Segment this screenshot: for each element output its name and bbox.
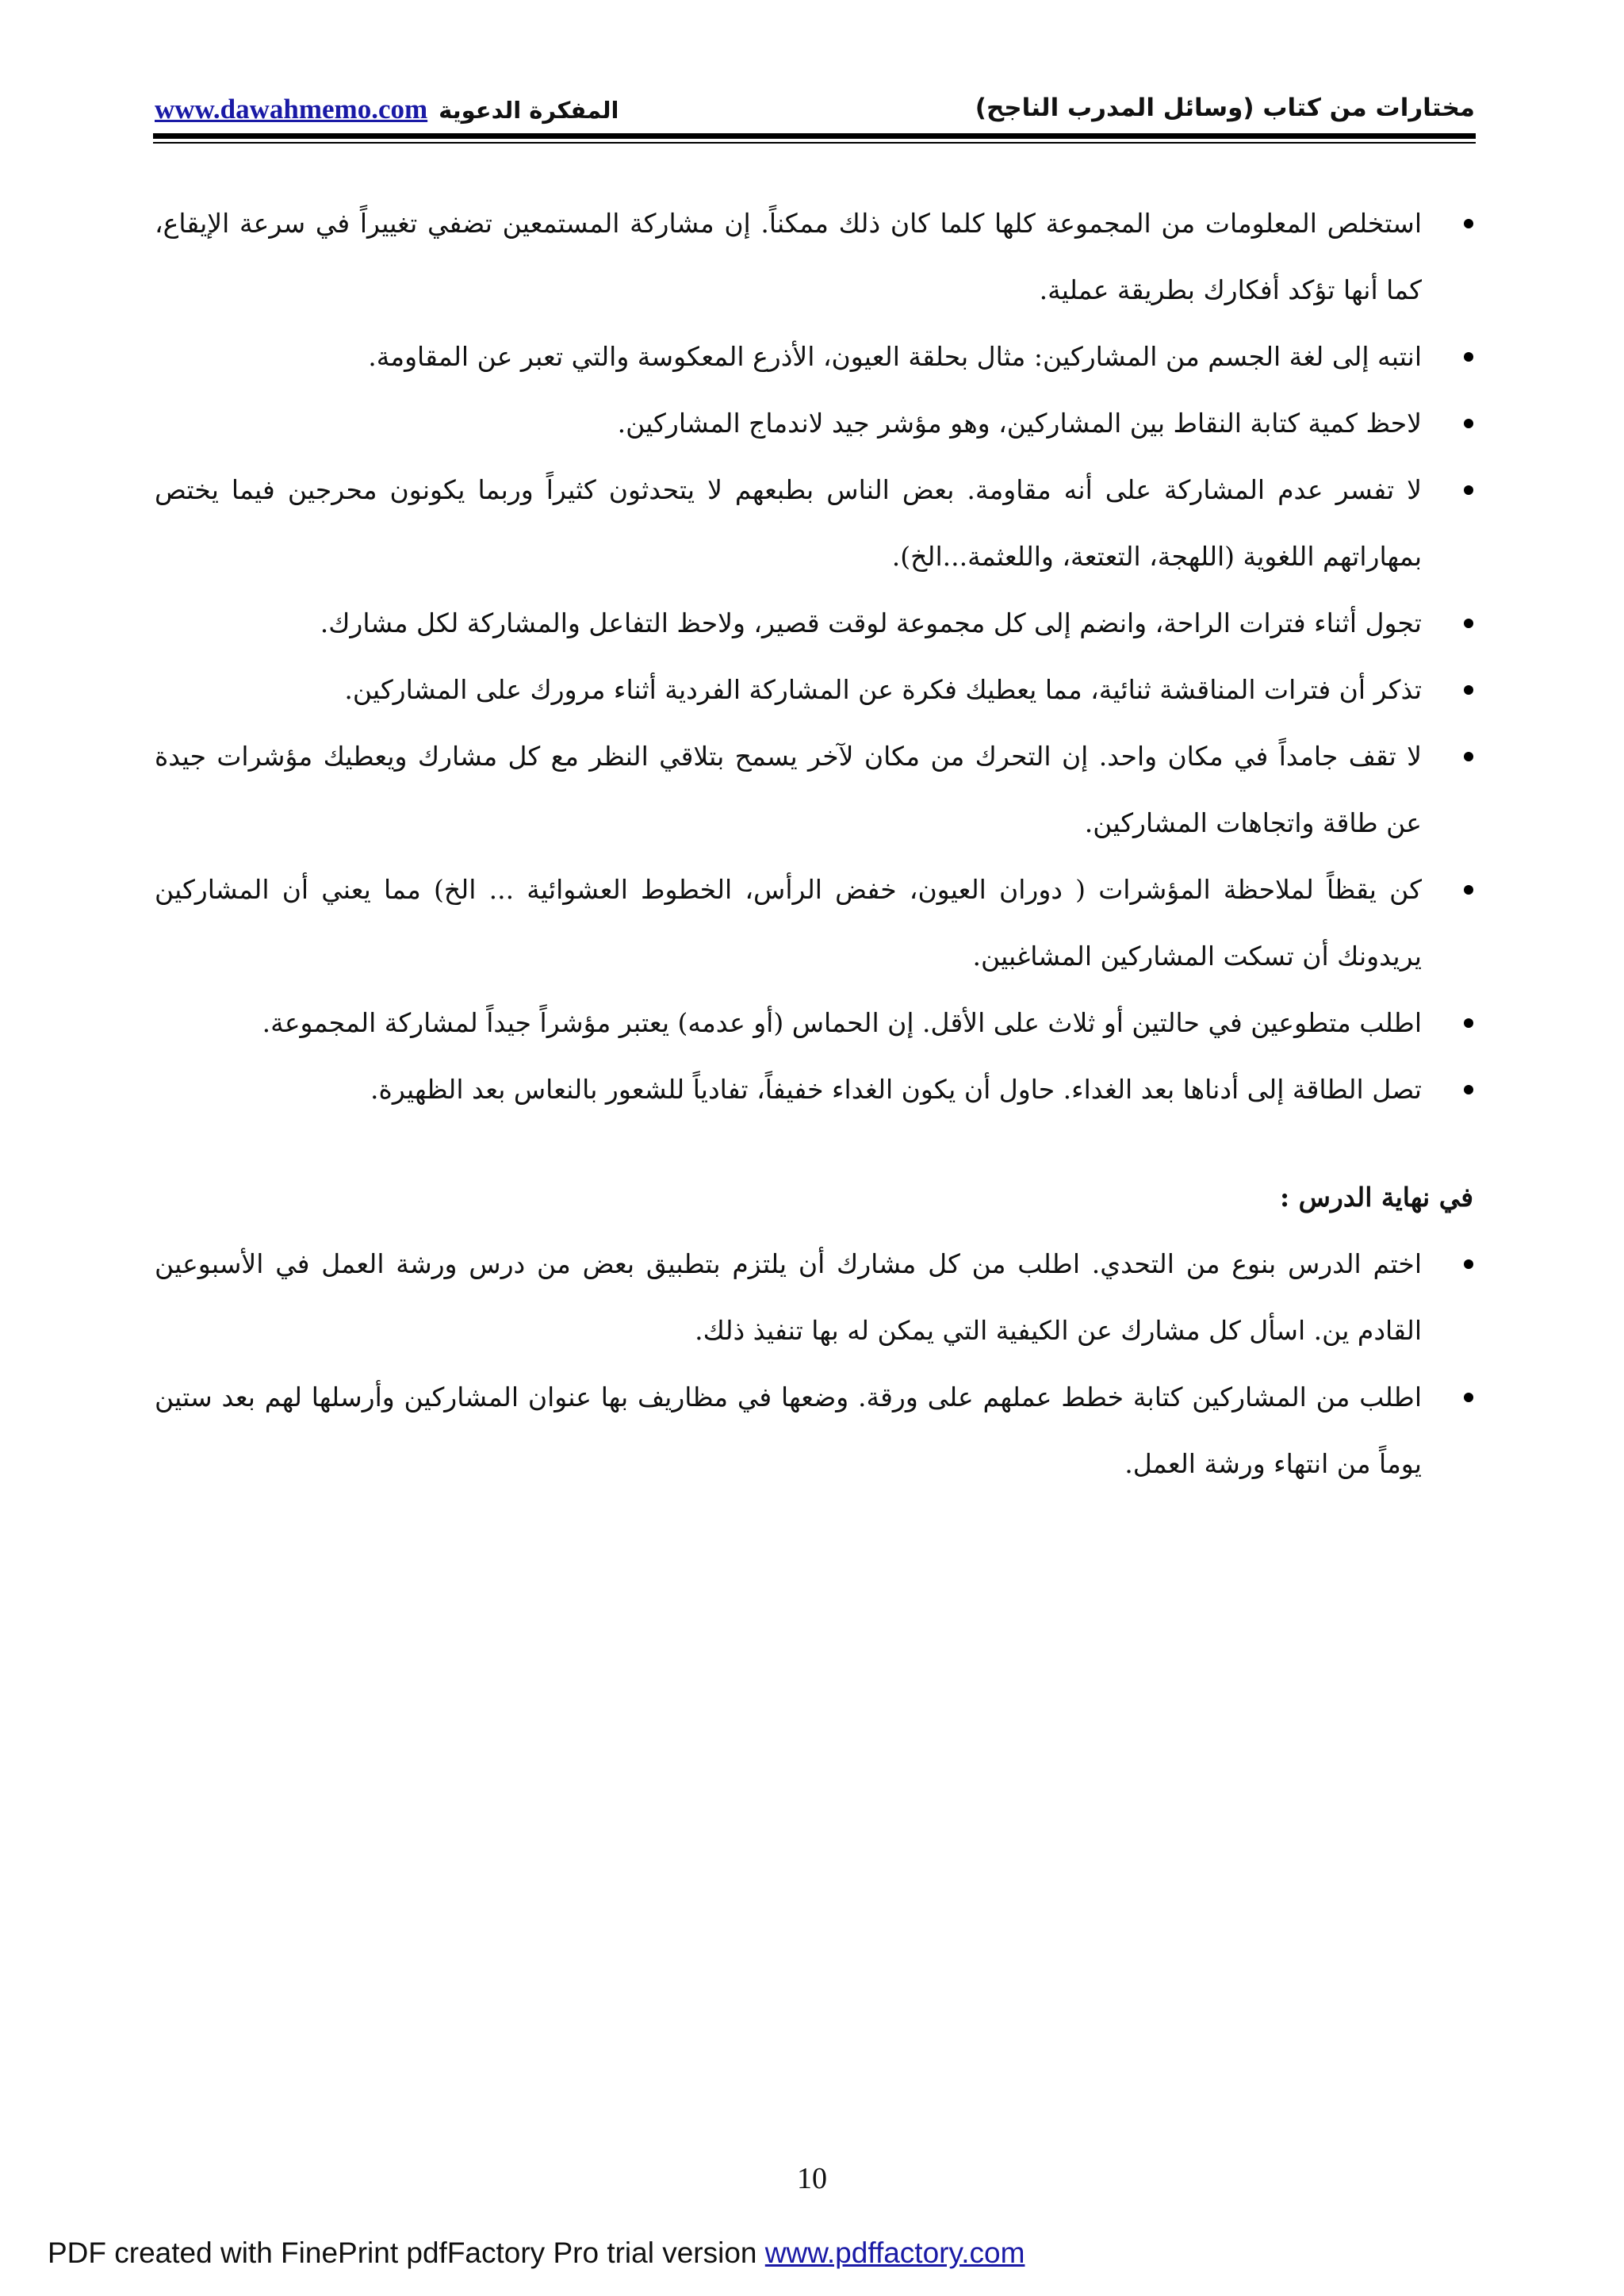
list-item xyxy=(155,590,1473,657)
list-item xyxy=(155,324,1473,390)
bullet-dot-icon xyxy=(1464,352,1473,362)
bullet-dot-icon xyxy=(1464,1085,1473,1094)
list-item xyxy=(155,1056,1473,1123)
list-item-text: لاحظ كمية كتابة النقاط بين المشاركين، وهو مؤشر جيد لاندماج المشاركين. xyxy=(617,408,1422,439)
list-item-text: لا تقف جامداً في مكان واحد. إن التحرك من مكان لآخر يسمح بتلاقي النظر مع كل مشارك ويعطيك مؤشرات جيدة عن طاقة واتجاهات المشاركين. xyxy=(155,741,1422,838)
list-item xyxy=(155,190,1473,324)
bullet-dot-icon xyxy=(1464,219,1473,228)
header-rule-thick xyxy=(153,133,1476,139)
list-item-text: كن يقظاً لملاحظة المؤشرات ( دوران العيون، خفض الرأس، الخطوط العشوائية ... الخ) مما يعني أن المشاركين يريدونك أن تسكت المشاركين المشاغبين. xyxy=(155,874,1422,972)
list-item xyxy=(155,1364,1473,1497)
page-header xyxy=(155,94,1475,130)
list-item-text: اطلب متطوعين في حالتين أو ثلاث على الأقل. إن الحماس (أو عدمه) يعتبر مؤشراً جيداً لمشاركة المجموعة. xyxy=(262,1007,1422,1038)
site-link[interactable]: www.dawahmemo.com xyxy=(155,94,428,125)
list-item xyxy=(155,723,1473,857)
list-item xyxy=(155,857,1473,990)
list-item-text: استخلص المعلومات من المجموعة كلها كلما كان ذلك ممكناً. إن مشاركة المستمعين تضفي تغييراً في سرعة الإيقاع، كما أنها تؤكد أفكارك بطريقة عملية. xyxy=(155,208,1422,305)
list-item-text: تذكر أن فترات المناقشة ثنائية، مما يعطيك فكرة عن المشاركة الفردية أثناء مرورك على المشاركين. xyxy=(344,674,1422,705)
pdf-footer-link[interactable]: www.pdffactory.com xyxy=(764,2237,1025,2269)
pdf-footer xyxy=(48,2237,1025,2270)
section-heading: في نهاية الدرس : xyxy=(1279,1182,1473,1213)
list-item-text: تجول أثناء فترات الراحة، وانضم إلى كل مجموعة لوقت قصير، ولاحظ التفاعل والمشاركة لكل مشارك. xyxy=(320,608,1422,638)
bullet-dot-icon xyxy=(1464,885,1473,895)
bullet-dot-icon xyxy=(1464,485,1473,495)
bullet-dot-icon xyxy=(1464,1259,1473,1269)
bullet-dot-icon xyxy=(1464,1018,1473,1028)
list-item-text: لا تفسر عدم المشاركة على أنه مقاومة. بعض الناس بطبعهم لا يتحدثون كثيراً وربما يكونون محرجين فيما يختص بمهاراتهم اللغوية (اللهجة، التعتعة، واللعثمة...الخ). xyxy=(155,474,1423,572)
list-item-text: اطلب من المشاركين كتابة خطط عملهم على ورقة. وضعها في مظاريف بها عنوان المشاركين وأرسلها لهم بعد ستين يوماً من انتهاء ورشة العمل. xyxy=(155,1382,1422,1479)
bullet-dot-icon xyxy=(1464,685,1473,695)
book-title: مختارات من كتاب (وسائل المدرب الناجح) xyxy=(975,94,1475,122)
list-item-text: تصل الطاقة إلى أدناها بعد الغداء. حاول أن يكون الغداء خفيفاً، تفادياً للشعور بالنعاس بعد الظهيرة. xyxy=(370,1074,1422,1105)
bullet-dot-icon xyxy=(1464,752,1473,761)
main-bullet-list xyxy=(155,190,1473,1123)
bullet-dot-icon xyxy=(1464,1393,1473,1402)
header-rule-thin xyxy=(153,142,1476,144)
list-item xyxy=(155,390,1473,457)
page-number: 10 xyxy=(797,2162,827,2195)
list-item-text: انتبه إلى لغة الجسم من المشاركين: مثال بحلقة العيون، الأذرع المعكوسة والتي تعبر عن المقاومة. xyxy=(368,341,1422,372)
bullet-dot-icon xyxy=(1464,419,1473,428)
list-item-text: اختم الدرس بنوع من التحدي. اطلب من كل مشارك أن يلتزم بتطبيق بعض من درس ورشة العمل في الأسبوعين القادم ين. اسأل كل مشارك عن الكيفية التي يمكن له بها تنفيذ ذلك. xyxy=(155,1248,1422,1346)
bullet-dot-icon xyxy=(1464,619,1473,628)
pdf-footer-text: PDF created with FinePrint pdfFactory Pro trial version xyxy=(48,2237,757,2269)
list-item xyxy=(155,990,1473,1056)
list-item xyxy=(155,657,1473,723)
site-credit xyxy=(155,94,619,125)
page-content xyxy=(155,190,1473,1497)
list-item xyxy=(155,1231,1473,1364)
site-name: المفكرة الدعوية xyxy=(439,97,619,124)
section-bullet-list xyxy=(155,1231,1473,1497)
list-item xyxy=(155,457,1473,590)
